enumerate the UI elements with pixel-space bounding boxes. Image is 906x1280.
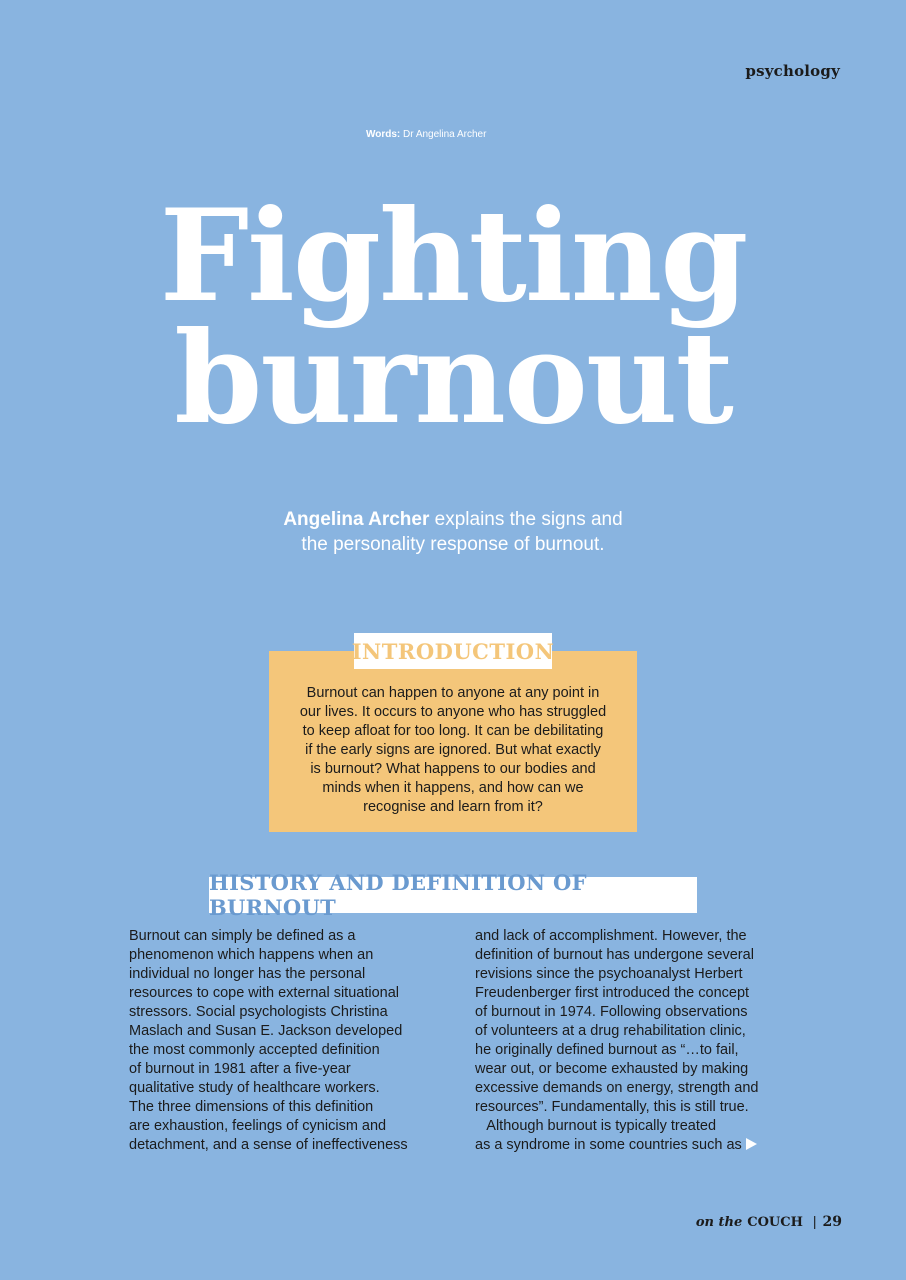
byline <box>366 129 486 140</box>
standfirst <box>0 507 906 557</box>
history-heading: HISTORY AND DEFINITION OF BURNOUT <box>209 877 697 913</box>
intro-line: our lives. It occurs to anyone who has struggled <box>299 704 607 720</box>
body-line: wear out, or become exhausted by making <box>475 1061 749 1077</box>
body-line: of burnout in 1981 after a five-year <box>129 1061 351 1077</box>
continue-arrow-icon <box>746 1138 757 1150</box>
body-column-left <box>129 927 439 1155</box>
body-line: and lack of accomplishment. However, the <box>475 928 747 944</box>
intro-text <box>283 684 623 817</box>
body-line: of volunteers at a drug rehabilitation clinic, <box>475 1023 746 1039</box>
body-line: Freudenberger first introduced the concept <box>475 985 750 1001</box>
body-line: definition of burnout has undergone several <box>475 947 754 963</box>
page-number: 29 <box>822 1214 842 1230</box>
body-line-last-text: as a syndrome in some countries such as <box>475 1137 742 1153</box>
intro-heading: INTRODUCTION <box>354 633 552 669</box>
body-line: qualitative study of healthcare workers. <box>129 1080 380 1096</box>
body-line: he originally defined burnout as “…to fail, <box>475 1042 739 1058</box>
standfirst-line-2: the personality response of burnout. <box>301 534 605 555</box>
intro-line: recognise and learn from it? <box>363 799 543 815</box>
body-line: of burnout in 1974. Following observations <box>475 1004 748 1020</box>
body-line-last <box>475 1136 785 1155</box>
body-line: individual no longer has the personal <box>129 966 366 982</box>
footer-divider: | <box>812 1213 817 1229</box>
body-line: detachment, and a sense of ineffectiveness <box>129 1137 408 1153</box>
page-footer <box>696 1213 842 1230</box>
intro-line: minds when it happens, and how can we <box>322 780 584 796</box>
body-line: stressors. Social psychologists Christina <box>129 1004 388 1020</box>
body-line: phenomenon which happens when an <box>129 947 374 963</box>
body-line: resources”. Fundamentally, this is still true. <box>475 1099 749 1115</box>
body-line: Maslach and Susan E. Jackson developed <box>129 1023 403 1039</box>
intro-line: if the early signs are ignored. But what exactly <box>305 742 601 758</box>
body-line: Although burnout is typically treated <box>475 1118 717 1134</box>
byline-label: Words: <box>366 129 401 140</box>
standfirst-line-1-rest: explains the signs and <box>429 509 623 530</box>
body-line: excessive demands on energy, strength and <box>475 1080 759 1096</box>
magazine-prefix: on the <box>695 1215 743 1230</box>
byline-name: Dr Angelina Archer <box>403 129 487 140</box>
article-title <box>0 182 906 452</box>
intro-line: Burnout can happen to anyone at any point in <box>306 685 600 701</box>
body-line: the most commonly accepted definition <box>129 1042 380 1058</box>
body-line: are exhaustion, feelings of cynicism and <box>129 1118 387 1134</box>
body-line: resources to cope with external situational <box>129 985 400 1001</box>
section-tag: psychology <box>745 62 840 80</box>
intro-line: to keep afloat for too long. It can be debilitating <box>302 723 604 739</box>
intro-line: is burnout? What happens to our bodies and <box>310 761 596 777</box>
title-line-1: Fighting <box>159 182 747 330</box>
standfirst-author: Angelina Archer <box>283 509 430 530</box>
magazine-name: COUCH <box>747 1215 803 1230</box>
body-line: The three dimensions of this definition <box>129 1099 374 1115</box>
standfirst-line-1 <box>0 507 906 532</box>
body-line: revisions since the psychoanalyst Herbert <box>475 966 743 982</box>
title-line-2: burnout <box>174 304 732 452</box>
body-line: Burnout can simply be defined as a <box>129 928 356 944</box>
body-column-right <box>475 927 785 1155</box>
